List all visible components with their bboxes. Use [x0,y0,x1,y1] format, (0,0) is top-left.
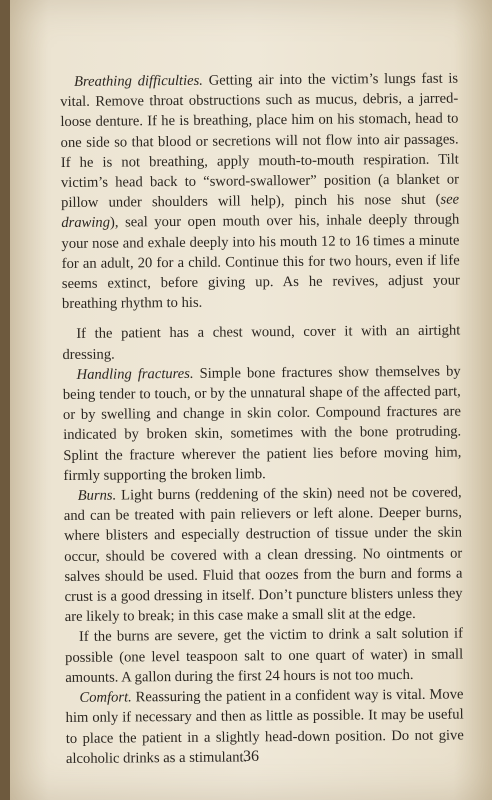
heading-breathing: Breathing difficulties. [74,72,203,90]
paragraph-burns: Burns. Light burns (reddening of the skin) need not be covered, and can be treated with pain relievers or left alone. Deeper burns, where blisters and especially destruction of tissue under the skin occur, should be covered with a clean dressing. No ointments or salves should be used. Fluid that oozes from the burn and forms a crust is a good dressing in itself. Don’t puncture blisters unless they are likely to break; in this case make a small slit at the edge. [63,484,463,626]
paragraph-severe-burns: If the burns are severe, get the victim to drink a salt solution if possible (one level teaspoon salt to one quart of water) in small amounts. A gallon during the first 24 hours is not too much. [65,625,464,686]
page-number: 36 [243,748,259,765]
paragraph-comfort: Comfort. Reassuring the patient in a confident way is vital. Move him only if necessary and then as little as possible. It may be useful to place the patient in a slightly head-down position. Do not give alcoholic drinks as a stimulant. [65,686,464,767]
heading-comfort: Comfort. [79,689,132,706]
body-text [60,69,464,769]
heading-burns: Burns. [77,487,117,504]
heading-fractures: Handling fractures. [76,365,194,383]
paragraph-breathing: Breathing difficulties. Getting air into the victim’s lungs fast is vital. Remove throat obstructions such as mucus, debris, a jarred-loose denture. If he is breathing, place him on his stomach, head to one side so that blood or secretions will not flow into air passages. If he is not breathing, apply mouth-to-mouth respiration. Tilt victim’s head back to “sword-swallower” position (a blanket or pillow under shoulders will help), pinch his nose shut (see drawing), seal your open mouth over his, inhale deeply through your nose and exhale deeply into his mouth 12 to 16 times a minute for an adult, 20 for a child. Continue this for two hours, even if life seems extinct, before giving up. As he revives, adjust your breathing rhythm to his. [60,70,460,313]
paragraph-fractures: Handling fractures. Simple bone fractures show themselves by being tender to touch, or by the unnatural shape of the affected part, or by swelling and change in skin color. Compound fractures are indicated by broken skin, sometimes with the bone protruding. Splint the fracture wherever the patient lies before moving him, firmly supporting the broken limb. [62,363,462,484]
book-page [10,0,492,800]
paragraph-chest-wound: If the patient has a chest wound, cover it with an airtight dressing. [62,322,461,363]
